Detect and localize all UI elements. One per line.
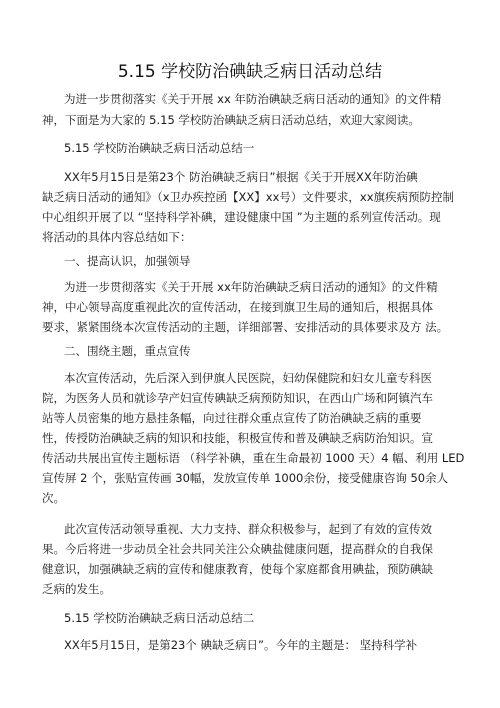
paragraph-line: 院，为医务人员和就诊孕产妇宣传碘缺乏病预防知识，在西山广场和阿镇汽车: [42, 391, 433, 405]
paragraph-line: 乏病的发生。: [42, 582, 111, 596]
document-title: 5.15 学校防治碘缺乏病日活动总结: [117, 62, 383, 82]
paragraph-line: 缺乏病日活动的通知》（x卫办疾控函【XX】xx号）文件要求，xx旗疾病预防控制: [42, 190, 455, 204]
paragraph-line: 要求，紧紧围绕本次宣传活动的主题，详细部署、安排活动的具体要求及方 法。: [42, 320, 449, 334]
paragraph-line: 性，传授防治碘缺乏病的知识和技能，积极宣传和普及碘缺乏病防治知识。宣: [42, 431, 433, 445]
paragraph-line: XX年5月15日，是第23个 碘缺乏病日”。今年的主题是： 坚持科学补: [64, 638, 418, 652]
paragraph-line: 中心组织开展了以 “坚持科学补碘，建设健康中国 ”为主题的系列宣传活动。现: [42, 210, 441, 224]
paragraph-line: 次。: [42, 491, 65, 505]
paragraph-line: 神，中心领导高度重视此次的宣传活动，在接到旗卫生局的通知后，根据具体: [42, 300, 433, 314]
intro-line: 神，下面是为大家的 5.15 学校防治碘缺乏病日活动总结，欢迎大家阅读。: [42, 113, 420, 127]
paragraph-line: 本次宣传活动，先后深入到伊旗人民医院，妇幼保健院和妇女儿童专科医: [64, 371, 432, 385]
paragraph-line: 为进一步贯彻落实《关于开展 xx年防治碘缺乏病日活动的通知》的文件精: [64, 280, 438, 294]
paragraph-line: 将活动的具体内容总结如下：: [42, 230, 192, 244]
paragraph-line: 此次宣传活动领导重视、大力支持、群众积极参与，起到了有效的宣传效: [64, 522, 432, 536]
intro-line: 为进一步贯彻落实《关于开展 xx 年防治碘缺乏病日活动的通知》的文件精: [64, 92, 442, 106]
section-title: 5.15 学校防治碘缺乏病日活动总结一: [64, 141, 255, 155]
paragraph-line: XX年5月15日是第23个 防治碘缺乏病日”根据《关于开展XX年防治碘: [64, 170, 418, 184]
subheading: 二、围绕主题，重点宣传: [64, 344, 191, 358]
paragraph-line: 传活动共展出宣传主题标语 （科学补碘，重在生命最初 1000 天）4 幅、利用 LED: [42, 451, 465, 465]
subheading: 一、提高认识，加强领导: [64, 254, 191, 268]
paragraph-line: 宣传屏 2 个，张贴宣传画 30幅，发放宣传单 1000余份，接受健康咨询 50余人: [42, 471, 449, 485]
paragraph-line: 站等人员密集的地方悬挂条幅，向过往群众重点宣传了防治碘缺乏病的重要: [42, 411, 422, 425]
section-title: 5.15 学校防治碘缺乏病日活动总结二: [64, 611, 255, 625]
paragraph-line: 果。今后将进一步动员全社会共同关注公众碘盐健康问题，提高群众的自我保: [42, 542, 433, 556]
paragraph-line: 健意识，加强碘缺乏病的宣传和健康教育，使每个家庭都食用碘盐，预防碘缺: [42, 562, 433, 576]
